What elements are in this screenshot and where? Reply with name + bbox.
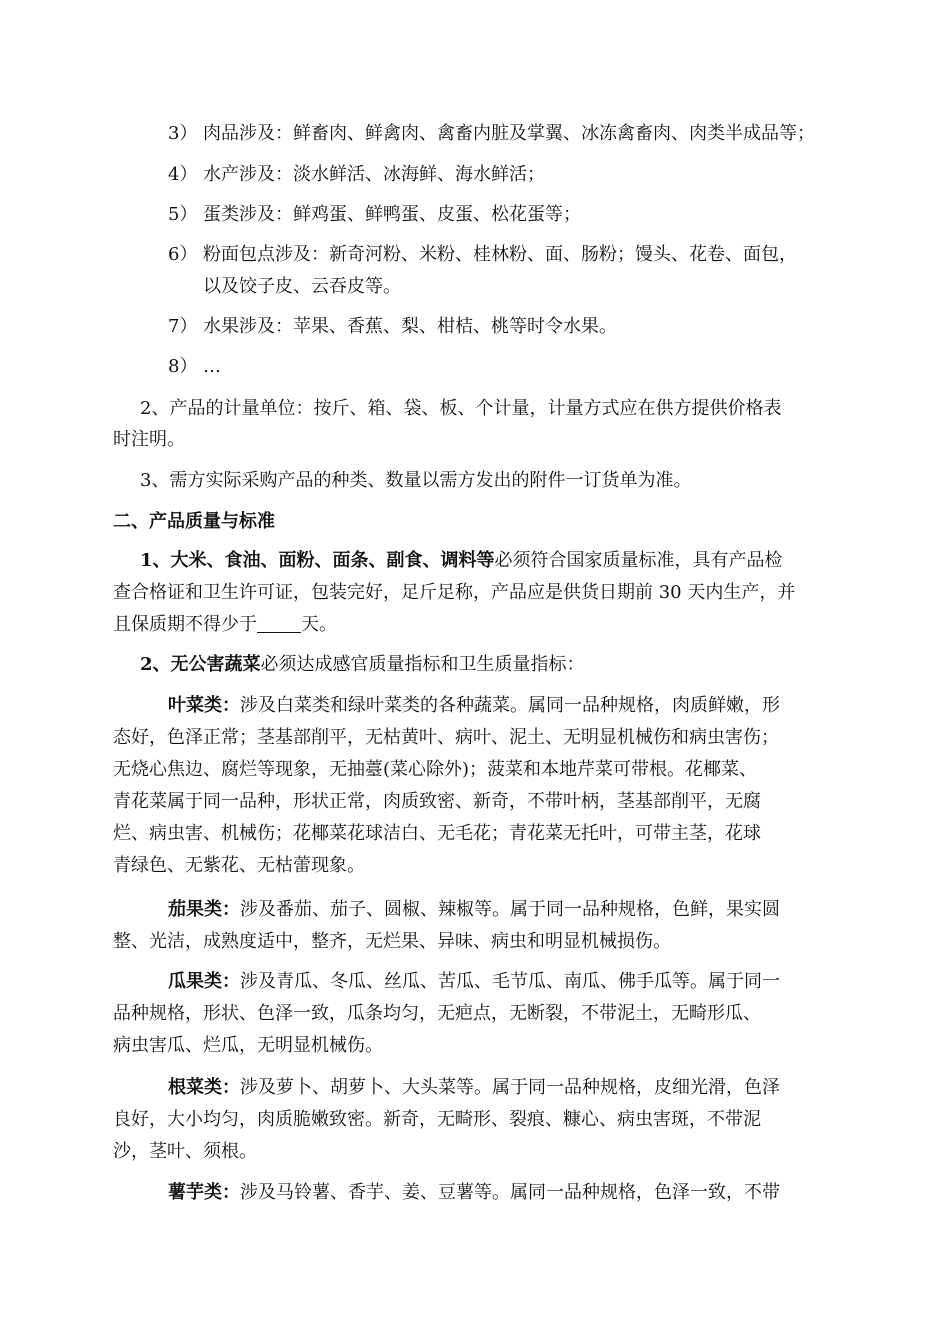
list-text-continued: 以及饺子皮、云吞皮等。	[203, 276, 401, 297]
list-number: 5）	[168, 204, 198, 225]
list-number: 7）	[168, 316, 198, 337]
category-name: 根菜类：	[168, 1077, 240, 1098]
category-text: 涉及马铃薯、香芋、姜、豆薯等。属同一品种规格，色泽一致，不带	[240, 1182, 780, 1203]
list-text: …	[203, 356, 221, 377]
list-text: 肉品涉及：鲜畜肉、鲜禽肉、禽畜内脏及掌翼、冰冻禽畜肉、肉类半成品等；	[203, 123, 815, 144]
list-text: 水产涉及：淡水鲜活、冰海鲜、海水鲜活；	[203, 164, 545, 185]
paragraph-rice-text: 必须符合国家质量标准，具有产品检	[494, 550, 783, 571]
category-text: 涉及青瓜、冬瓜、丝瓜、苦瓜、毛节瓜、南瓜、佛手瓜等。属于同一	[240, 971, 780, 992]
category-name: 茄果类：	[168, 899, 240, 920]
paragraph-unit: 2、产品的计量单位：按斤、箱、袋、板、个计量，计量方式应在供方提供价格表	[140, 398, 782, 419]
paragraph-vegetables	[140, 653, 585, 677]
list-number: 4）	[168, 164, 198, 185]
category-leafy-line: 青绿色、无紫花、无枯蕾现象。	[113, 855, 365, 876]
paragraph-rice-bold: 1、大米、食油、面粉、面条、副食、调料等	[140, 550, 495, 571]
category-text: 涉及番茄、茄子、圆椒、辣椒等。属于同一品种规格，色鲜，果实圆	[240, 899, 780, 920]
paragraph-rice-line3	[113, 613, 337, 637]
category-roots-line: 良好，大小均匀，肉质脆嫩致密。新奇，无畸形、裂痕、糠心、病虫害斑，不带泥	[113, 1109, 761, 1130]
category-leafy-line: 烂、病虫害、机械伤；花椰菜花球洁白、无毛花；青花菜无托叶，可带主茎，花球	[113, 823, 761, 844]
list-number: 3）	[168, 123, 198, 144]
paragraph-rice-line3-text: 且保质期不得少于	[113, 614, 257, 635]
section-heading: 二、产品质量与标准	[113, 511, 275, 532]
list-text: 粉面包点涉及：新奇河粉、米粉、桂林粉、面、肠粉；馒头、花卷、面包，	[203, 244, 797, 265]
paragraph-rice-line2: 查合格证和卫生许可证，包装完好，足斤足称，产品应是供货日期前 30 天内生产，并	[113, 582, 796, 603]
paragraph-order: 3、需方实际采购产品的种类、数量以需方发出的附件一订货单为准。	[140, 470, 692, 491]
category-text: 涉及白菜类和绿叶菜类的各种蔬菜。属同一品种规格，肉质鲜嫩，形	[240, 695, 780, 716]
list-text: 蛋类涉及：鲜鸡蛋、鲜鸭蛋、皮蛋、松花蛋等；	[203, 204, 581, 225]
category-text: 涉及萝卜、胡萝卜、大头菜等。属于同一品种规格，皮细光滑，色泽	[240, 1077, 780, 1098]
category-roots-line: 沙，茎叶、须根。	[113, 1141, 257, 1162]
category-tubers	[168, 1181, 780, 1205]
fill-in-blank	[257, 614, 301, 633]
list-text: 水果涉及：苹果、香蕉、梨、柑桔、桃等时令水果。	[203, 316, 617, 337]
paragraph-vegetables-text: 必须达成感官质量指标和卫生质量指标：	[260, 654, 585, 675]
category-name: 叶菜类：	[168, 695, 240, 716]
category-roots	[168, 1076, 780, 1100]
category-melons-line: 品种规格，形状、色泽一致，瓜条均匀，无疤点，无断裂，不带泥土，无畸形瓜、	[113, 1003, 761, 1024]
category-leafy-line: 青花菜属于同一品种，形状正常，肉质致密、新奇，不带叶柄，茎基部削平，无腐	[113, 791, 761, 812]
list-number: 6）	[168, 244, 198, 265]
category-solanaceous	[168, 898, 780, 922]
category-name: 瓜果类：	[168, 971, 240, 992]
category-melons-line: 病虫害瓜、烂瓜，无明显机械伤。	[113, 1035, 383, 1056]
paragraph-unit-continued: 时注明。	[113, 429, 185, 450]
category-melons	[168, 970, 780, 994]
paragraph-vegetables-bold: 2、无公害蔬菜	[140, 654, 261, 675]
paragraph-rice-line3-end: 天。	[301, 614, 337, 635]
list-number: 8）	[168, 356, 198, 377]
category-leafy-line: 无烧心焦边、腐烂等现象，无抽薹(菜心除外)；菠菜和本地芹菜可带根。花椰菜、	[113, 759, 758, 780]
category-leafy-line: 态好，色泽正常；茎基部削平，无枯黄叶、病叶、泥土、无明显机械伤和病虫害伤；	[113, 727, 779, 748]
category-leafy	[168, 694, 780, 718]
paragraph-rice	[140, 549, 783, 573]
category-solanaceous-line: 整、光洁，成熟度适中，整齐，无烂果、异味、病虫和明显机械损伤。	[113, 931, 671, 952]
category-name: 薯芋类：	[168, 1182, 240, 1203]
